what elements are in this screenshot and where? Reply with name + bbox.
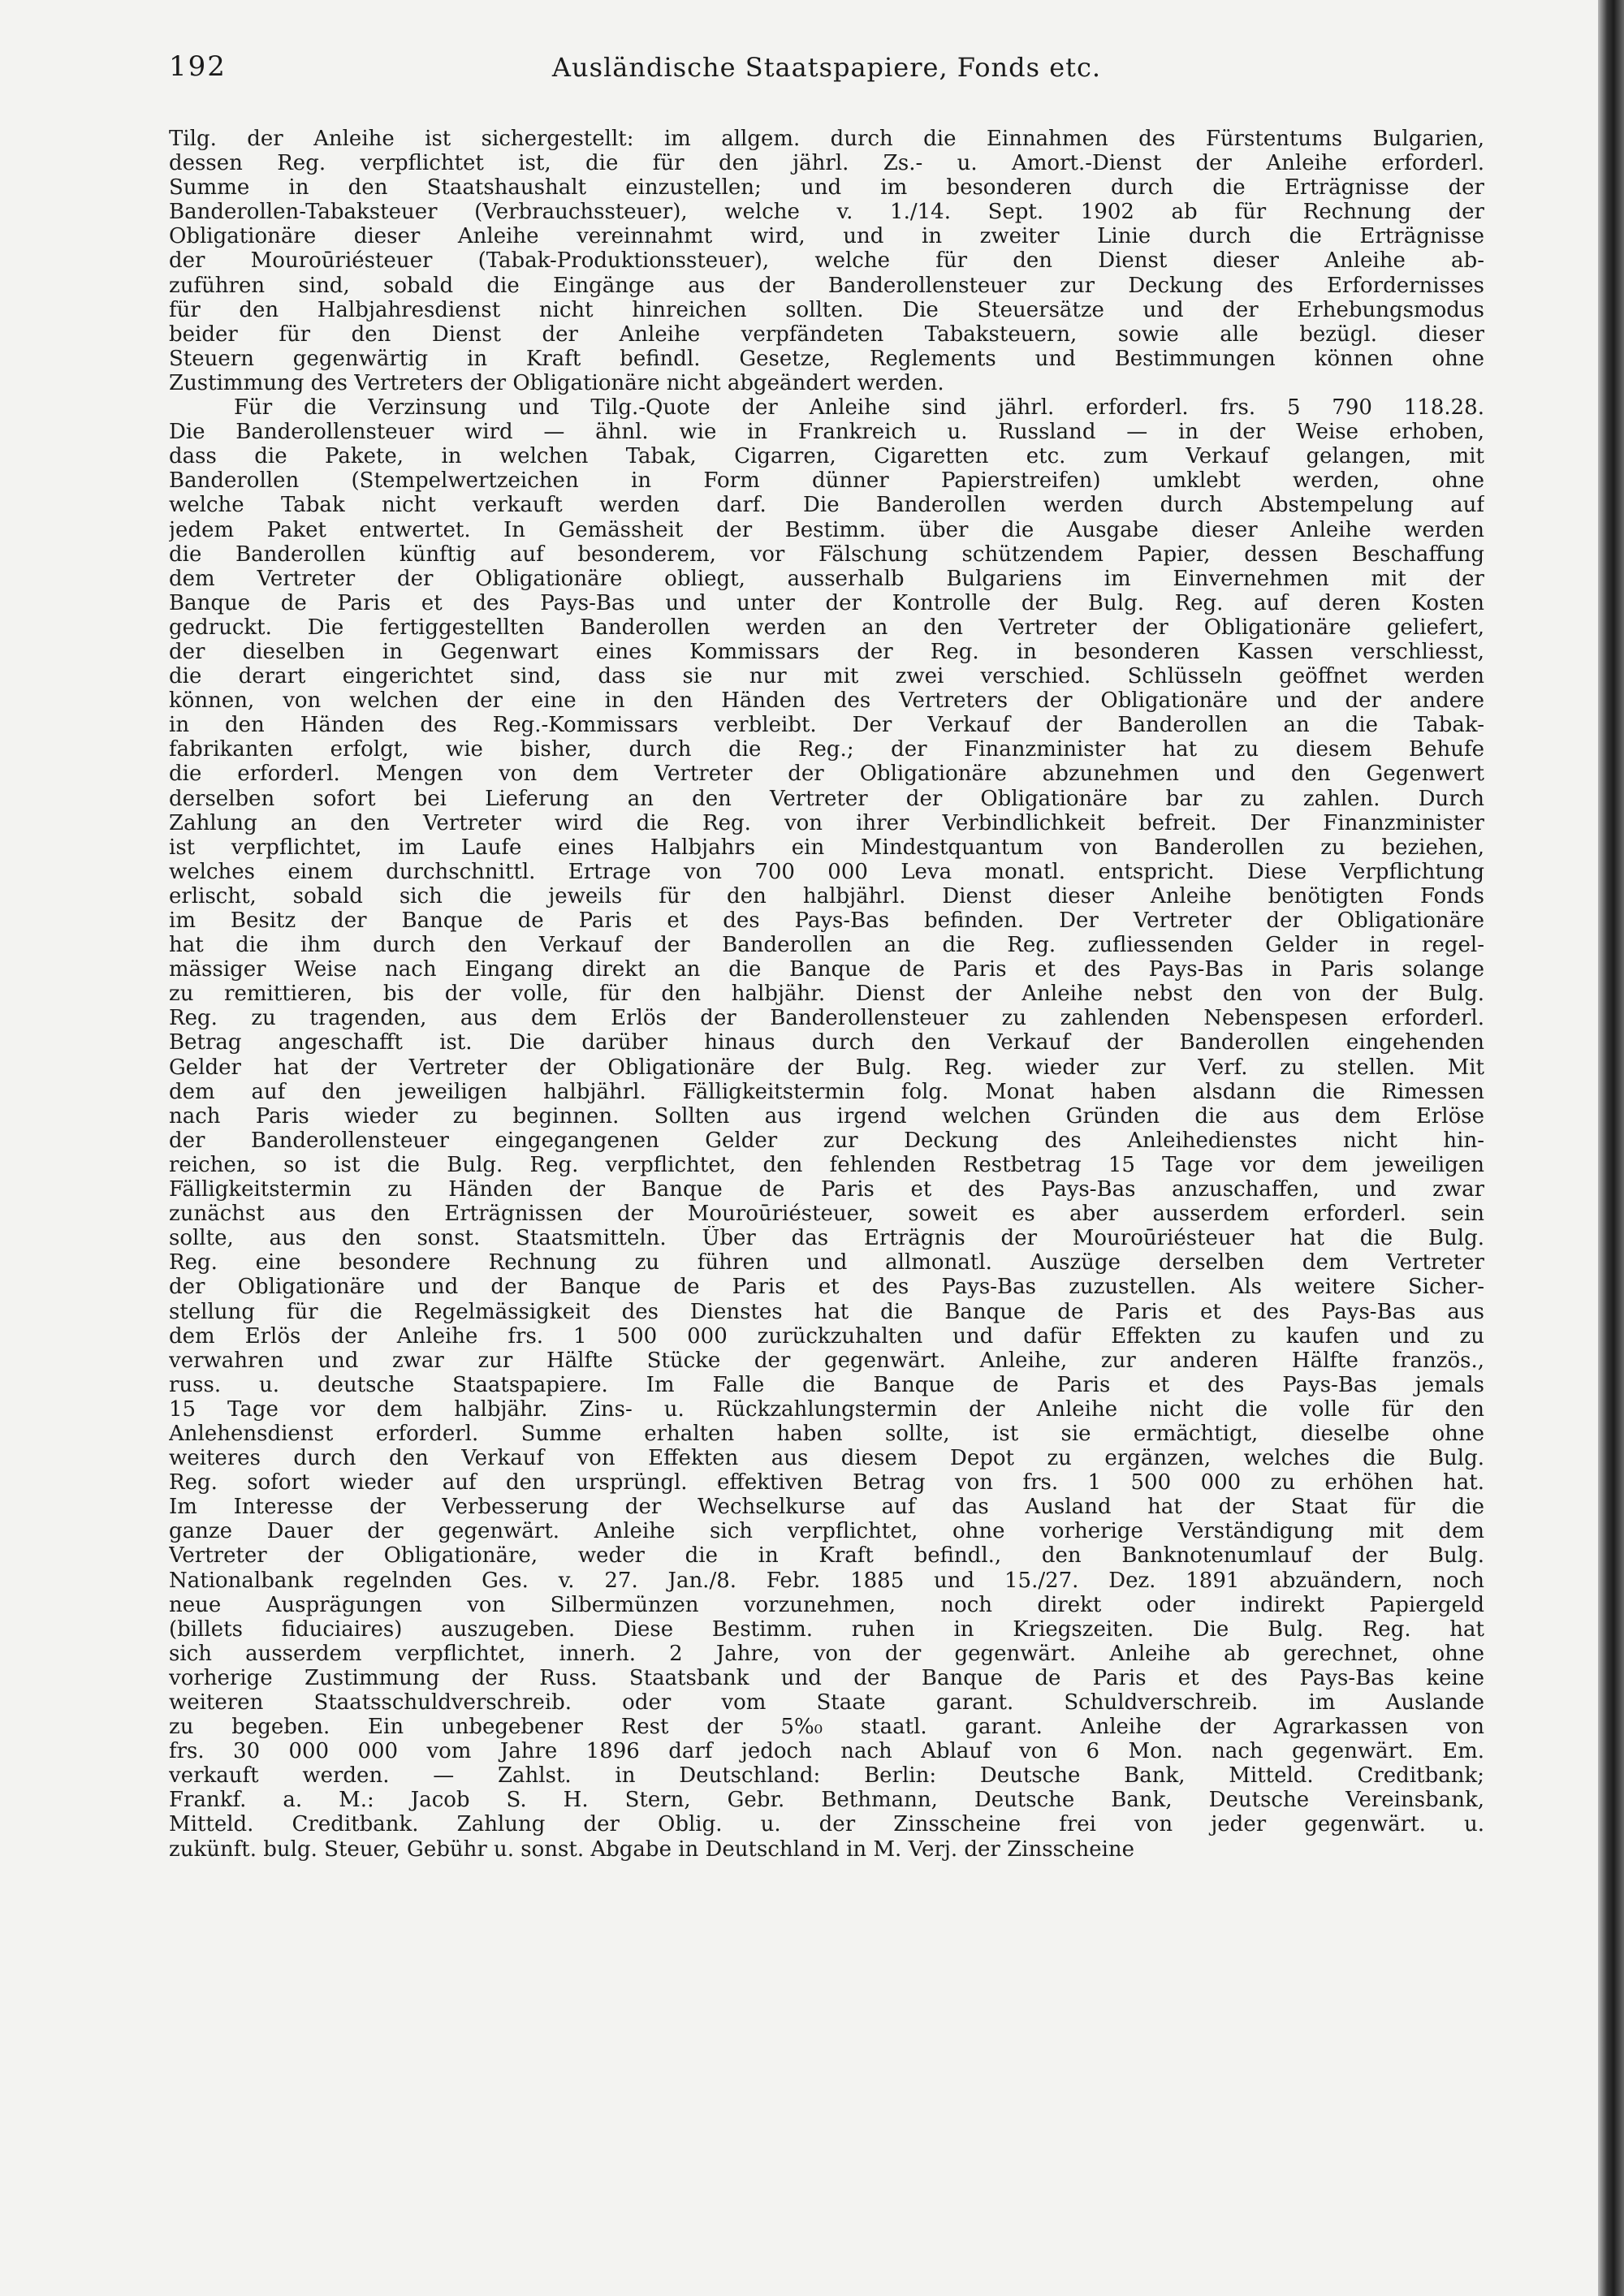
page-header [169,50,1484,83]
text-line: die derart eingerichtet sind, dass sie nur mit zwei verschied. Schlüsseln geöffnet werden [169,664,1484,689]
text-line: Reg. zu tragenden, aus dem Erlös der Banderollensteuer zu zahlenden Nebenspesen erforderl. [169,1006,1484,1031]
text-line: (billets fiduciaires) auszugeben. Diese Bestimm. ruhen in Kriegszeiten. Die Bulg. Reg. hat [169,1616,1484,1642]
text-line: dessen Reg. verpflichtet ist, die für den jährl. Zs.- u. Amort.-Dienst der Anleihe erforderl. [169,151,1484,176]
text-line: Gelder hat der Vertreter der Obligationäre der Bulg. Reg. wieder zur Verf. zu stellen. Mit [169,1055,1484,1080]
text-line: zunächst aus den Erträgnissen der Mouroūriésteuer, soweit es aber ausserdem erforderl. sein [169,1202,1484,1227]
text-line: der Mouroūriésteuer (Tabak-Produktionssteuer), welche für den Dienst dieser Anleihe ab- [169,248,1484,274]
text-line: Reg. eine besondere Rechnung zu führen und allmonatl. Auszüge derselben dem Vertreter [169,1250,1484,1275]
text-line: Reg. sofort wieder auf den ursprüngl. effektiven Betrag von frs. 1 500 000 zu erhöhen hat. [169,1470,1484,1495]
text-line: dass die Pakete, in welchen Tabak, Cigarren, Cigaretten etc. zum Verkauf gelangen, mit [169,444,1484,469]
text-line: beider für den Dienst der Anleihe verpfändeten Tabaksteuern, sowie alle bezügl. dieser [169,322,1484,347]
text-line: nach Paris wieder zu beginnen. Sollten aus irgend welchen Gründen die aus dem Erlöse [169,1103,1484,1129]
page-number: 192 [169,50,227,83]
text-line: weiteren Staatsschuldverschreib. oder vom Staate garant. Schuldverschreib. im Auslande [169,1690,1484,1715]
text-line: reichen, so ist die Bulg. Reg. verpflichtet, den fehlenden Restbetrag 15 Tage vor dem jeweiligen [169,1152,1484,1177]
text-line: zukünft. bulg. Steuer, Gebühr u. sonst. Abgabe in Deutschland in M. Verj. der Zinsscheine [169,1836,1135,1862]
paragraph [169,127,1484,395]
text-line: ganze Dauer der gegenwärt. Anleihe sich verpflichtet, ohne vorherige Verständigung mit dem [169,1519,1484,1544]
text-line: Nationalbank regelnden Ges. v. 27. Jan./8. Febr. 1885 und 15./27. Dez. 1891 abzuändern, noch [169,1568,1484,1593]
text-line: hat die ihm durch den Verkauf der Banderollen an die Reg. zufliessenden Gelder in regel- [169,933,1484,958]
text-line: Banque de Paris et des Pays-Bas und unter der Kontrolle der Bulg. Reg. auf deren Kosten [169,590,1484,615]
text-line: mässiger Weise nach Eingang direkt an die Banque de Paris et des Pays-Bas in Paris solange [169,957,1484,982]
text-line: Banderollen-Tabaksteuer (Verbrauchssteuer), welche v. 1./14. Sept. 1902 ab für Rechnung der [169,200,1484,225]
text-line: Anlehensdienst erforderl. Summe erhalten haben sollte, ist sie ermächtigt, dieselbe ohne [169,1421,1484,1446]
text-line: zu remittieren, bis der volle, für den halbjähr. Dienst der Anleihe nebst den von der Bulg. [169,982,1484,1007]
text-line: fabrikanten erfolgt, wie bisher, durch die Reg.; der Finanzminister hat zu diesem Behufe [169,737,1484,762]
text-line: Die Banderollensteuer wird — ähnl. wie in Frankreich u. Russland — in der Weise erhoben, [169,420,1484,445]
text-line: Summe in den Staatshaushalt einzustellen; und im besonderen durch die Erträgnisse der [169,175,1484,201]
text-line: vorherige Zustimmung der Russ. Staatsbank und der Banque de Paris et des Pays-Bas keine [169,1665,1484,1690]
text-line: im Besitz der Banque de Paris et des Pays-Bas befinden. Der Vertreter der Obligationäre [169,908,1484,933]
text-line: derselben sofort bei Lieferung an den Vertreter der Obligationäre bar zu zahlen. Durch [169,786,1484,811]
text-line: in den Händen des Reg.-Kommissars verbleibt. Der Verkauf der Banderollen an die Tabak- [169,713,1484,738]
text-line: dem auf den jeweiligen halbjährl. Fälligkeitstermin folg. Monat haben alsdann die Rimessen [169,1079,1484,1104]
text-line: welches einem durchschnittl. Ertrage von 700 000 Leva monatl. entspricht. Diese Verpflichtung [169,859,1484,884]
text-line: Fälligkeitstermin zu Händen der Banque de Paris et des Pays-Bas anzuschaffen, und zwar [169,1177,1484,1202]
text-line: sich ausserdem verpflichtet, innerh. 2 Jahre, von der gegenwärt. Anleihe ab gerechnet, ohne [169,1641,1484,1666]
paragraph [169,395,1484,1862]
text-line: Betrag angeschafft ist. Die darüber hinaus durch den Verkauf der Banderollen eingehenden [169,1030,1484,1055]
text-line: erlischt, sobald sich die jeweils für den halbjährl. Dienst dieser Anleihe benötigten Fonds [169,883,1484,908]
text-line: verwahren und zwar zur Hälfte Stücke der gegenwärt. Anleihe, zur anderen Hälfte französ., [169,1348,1484,1373]
text-line: ist verpflichtet, im Laufe eines Halbjahrs ein Mindestquantum von Banderollen zu beziehen, [169,835,1484,860]
text-line: stellung für die Regelmässigkeit des Dienstes hat die Banque de Paris et des Pays-Bas aus [169,1299,1484,1324]
text-line: welche Tabak nicht verkauft werden darf. Die Banderollen werden durch Abstempelung auf [169,493,1484,518]
text-line: Im Interesse der Verbesserung der Wechselkurse auf das Ausland hat der Staat für die [169,1495,1484,1520]
text-line: 15 Tage vor dem halbjähr. Zins- u. Rückzahlungstermin der Anleihe nicht die volle für den [169,1396,1484,1422]
text-line: der Obligationäre und der Banque de Paris et des Pays-Bas zuzustellen. Als weitere Sicher- [169,1275,1484,1300]
text-line: für den Halbjahresdienst nicht hinreichen sollten. Die Steuersätze und der Erhebungsmodus [169,297,1484,322]
text-line: Obligationäre dieser Anleihe vereinnahmt wird, und in zweiter Linie durch die Erträgnisse [169,224,1484,249]
text-line: Für die Verzinsung und Tilg.-Quote der Anleihe sind jährl. erforderl. frs. 5 790 118.28. [234,395,1484,421]
text-line: gedruckt. Die fertiggestellten Banderollen werden an den Vertreter der Obligationäre geliefert, [169,615,1484,640]
text-line: zuführen sind, sobald die Eingänge aus der Banderollensteuer zur Deckung des Erfordernisses [169,273,1484,298]
page-edge-shadow [1598,0,1624,2296]
text-line: die Banderollen künftig auf besonderem, vor Fälschung schützendem Papier, dessen Beschaffung [169,542,1484,567]
text-line: die erforderl. Mengen von dem Vertreter der Obligationäre abzunehmen und den Gegenwert [169,762,1484,787]
text-line: jedem Paket entwertet. In Gemässheit der Bestimm. über die Ausgabe dieser Anleihe werden [169,517,1484,542]
text-line: Frankf. a. M.: Jacob S. H. Stern, Gebr. Bethmann, Deutsche Bank, Deutsche Vereinsbank, [169,1788,1484,1813]
text-line: russ. u. deutsche Staatspapiere. Im Falle die Banque de Paris et des Pays-Bas jemals [169,1372,1484,1397]
text-line: der Banderollensteuer eingegangenen Gelder zur Deckung des Anleihedienstes nicht hin- [169,1128,1484,1153]
text-line: verkauft werden. — Zahlst. in Deutschland: Berlin: Deutsche Bank, Mitteld. Creditbank; [169,1763,1484,1789]
text-line: dem Erlös der Anleihe frs. 1 500 000 zurückzuhalten und dafür Effekten zu kaufen und zu [169,1323,1484,1349]
text-line: dem Vertreter der Obligationäre obliegt, ausserhalb Bulgariens im Einvernehmen mit der [169,566,1484,591]
text-line: sollte, aus den sonst. Staatsmitteln. Über das Erträgnis der Mouroūriésteuer hat die Bulg. [169,1226,1484,1251]
text-line: Banderollen (Stempelwertzeichen in Form dünner Papierstreifen) umklebt werden, ohne [169,468,1484,494]
text-line: zu begeben. Ein unbegebener Rest der 5%₀ staatl. garant. Anleihe der Agrarkassen von [169,1715,1484,1740]
text-line: weiteres durch den Verkauf von Effekten aus diesem Depot zu ergänzen, welches die Bulg. [169,1446,1484,1471]
text-line: Tilg. der Anleihe ist sichergestellt: im allgem. durch die Einnahmen des Fürstentums Bulgarien, [169,127,1484,151]
text-line: frs. 30 000 000 vom Jahre 1896 darf jedoch nach Ablauf von 6 Mon. nach gegenwärt. Em. [169,1739,1484,1764]
text-line: Zahlung an den Vertreter wird die Reg. von ihrer Verbindlichkeit befreit. Der Finanzminister [169,810,1484,835]
text-line: Vertreter der Obligationäre, weder die in Kraft befindl., den Banknotenumlauf der Bulg. [169,1543,1484,1569]
text-line: der dieselben in Gegenwart eines Kommissars der Reg. in besonderen Kassen verschliesst, [169,639,1484,664]
text-line: Zustimmung des Vertreters der Obligationäre nicht abgeändert werden. [169,370,944,395]
running-title: Ausländische Staatspapiere, Fonds etc. [551,52,1102,83]
body-text [169,127,1484,1862]
text-line: neue Ausprägungen von Silbermünzen vorzunehmen, noch direkt oder indirekt Papiergeld [169,1592,1484,1617]
text-line: können, von welchen der eine in den Händen des Vertreters der Obligationäre und der andere [169,688,1484,714]
text-line: Mitteld. Creditbank. Zahlung der Oblig. u. der Zinsscheine frei von jeder gegenwärt. u. [169,1812,1484,1837]
text-line: Steuern gegenwärtig in Kraft befindl. Gesetze, Reglements und Bestimmungen können ohne [169,346,1484,371]
